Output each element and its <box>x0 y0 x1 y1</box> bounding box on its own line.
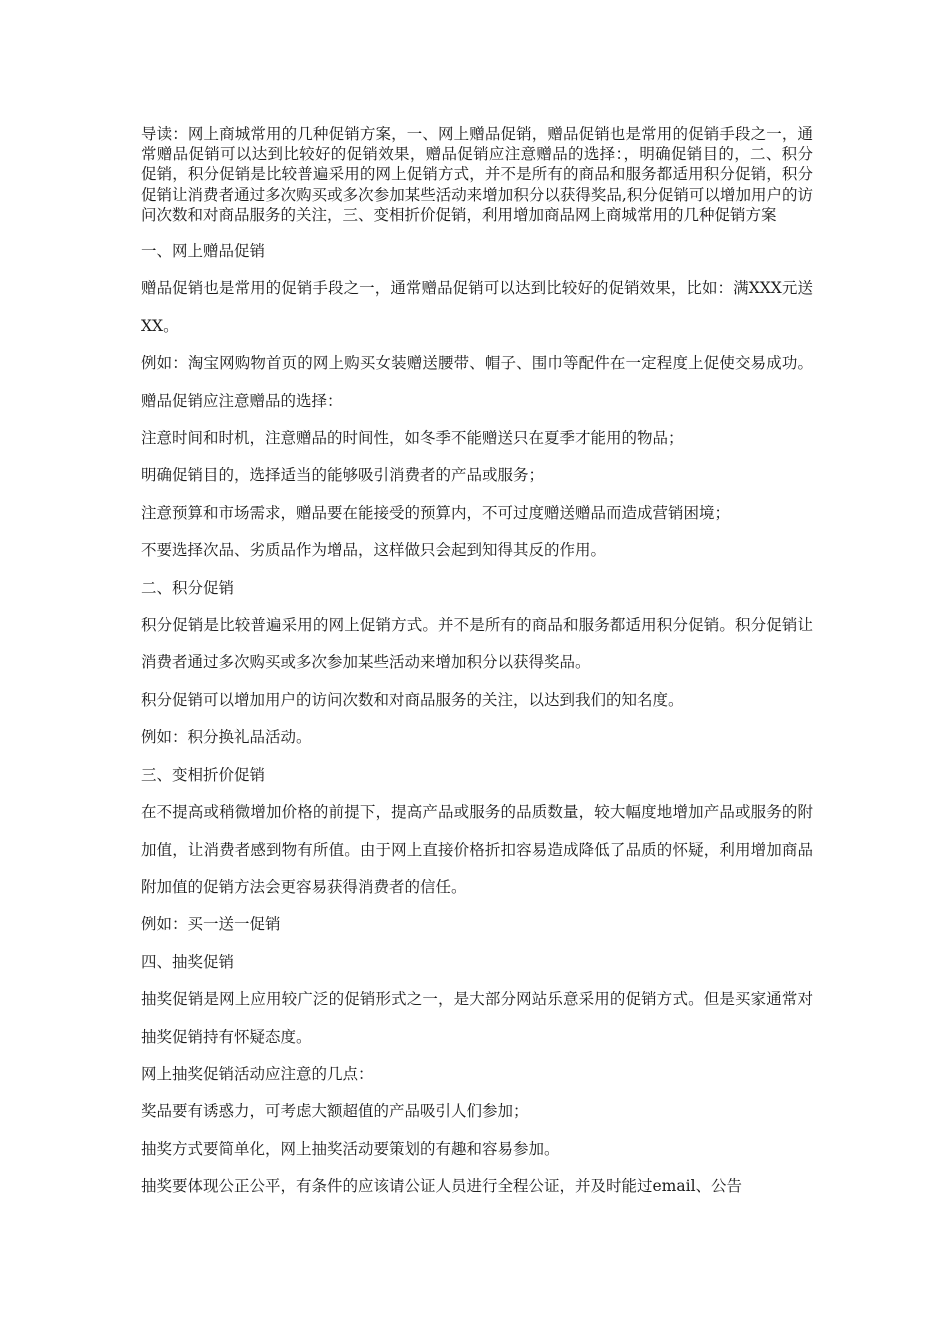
paragraph: 不要选择次品、劣质品作为增品，这样做只会起到知得其反的作用。 <box>141 541 607 560</box>
paragraph: 例如：积分换礼品活动。 <box>141 728 312 747</box>
paragraph: 例如：淘宝网购物首页的网上购买女装赠送腰带、帽子、围巾等配件在一定程度上促使交易成功。赠品促销应注意赠品的选择： <box>141 354 813 410</box>
paragraph: 例如：买一送一促销 <box>141 915 281 934</box>
section-heading-points: 二、积分促销 <box>141 578 235 597</box>
paragraph: 赠品促销也是常用的促销手段之一，通常赠品促销可以达到比较好的促销效果，比如：满XXX元送XX。 <box>141 279 813 335</box>
section-heading-discount: 三、变相折价促销 <box>141 765 266 784</box>
paragraph: 抽奖要体现公正公平，有条件的应该请公证人员进行全程公证，并及时能过email、公告 <box>141 1177 743 1196</box>
paragraph: 奖品要有诱惑力，可考虑大额超值的产品吸引人们参加； <box>141 1102 529 1121</box>
paragraph: 注意时间和时机，注意赠品的时间性，如冬季不能赠送只在夏季才能用的物品； <box>141 429 684 448</box>
paragraph: 积分促销可以增加用户的访问次数和对商品服务的关注，以达到我们的知名度。 <box>141 690 684 709</box>
paragraph: 抽奖方式要简单化，网上抽奖活动要策划的有趣和容易参加。 <box>141 1139 560 1158</box>
paragraph: 网上抽奖促销活动应注意的几点： <box>141 1064 374 1083</box>
paragraph: 注意预算和市场需求，赠品要在能接受的预算内，不可过度赠送赠品而造成营销困境； <box>141 503 731 522</box>
paragraph: 抽奖促销是网上应用较广泛的促销形式之一，是大部分网站乐意采用的促销方式。但是买家通常对抽奖促销持有怀疑态度。 <box>141 990 813 1046</box>
paragraph: 积分促销是比较普遍采用的网上促销方式。并不是所有的商品和服务都适用积分促销。积分促销让消费者通过多次购买或多次参加某些活动来增加积分以获得奖品。 <box>141 616 813 672</box>
section-heading-lottery: 四、抽奖促销 <box>141 952 235 971</box>
paragraph: 明确促销目的，选择适当的能够吸引消费者的产品或服务； <box>141 466 545 485</box>
intro-paragraph: 导读：网上商城常用的几种促销方案，一、网上赠品促销，赠品促销也是常用的促销手段之一，通常赠品促销可以达到比较好的促销效果，赠品促销应注意赠品的选择：，明确促销目的，二、积分促销，积分促销是比较普遍采用的网上促销方式，并不是所有的商品和服务都适用积分促销，积分促销让消费者通过多次购买或多次参加某些活动来增加积分以获得奖品,积分促销可以增加用户的访问次数和对商品服务的关注，三、变相折价促销，利用增加商品网上商城常用的几种促销方案 <box>141 125 813 224</box>
document-page <box>141 124 813 1206</box>
paragraph: 在不提高或稍微增加价格的前提下，提高产品或服务的品质数量，较大幅度地增加产品或服务的附加值，让消费者感到物有所值。由于网上直接价格折扣容易造成降低了品质的怀疑，利用增加商品附加值的促销方法会更容易获得消费者的信任。 <box>141 803 813 896</box>
section-heading-gift: 一、网上赠品促销 <box>141 242 266 261</box>
